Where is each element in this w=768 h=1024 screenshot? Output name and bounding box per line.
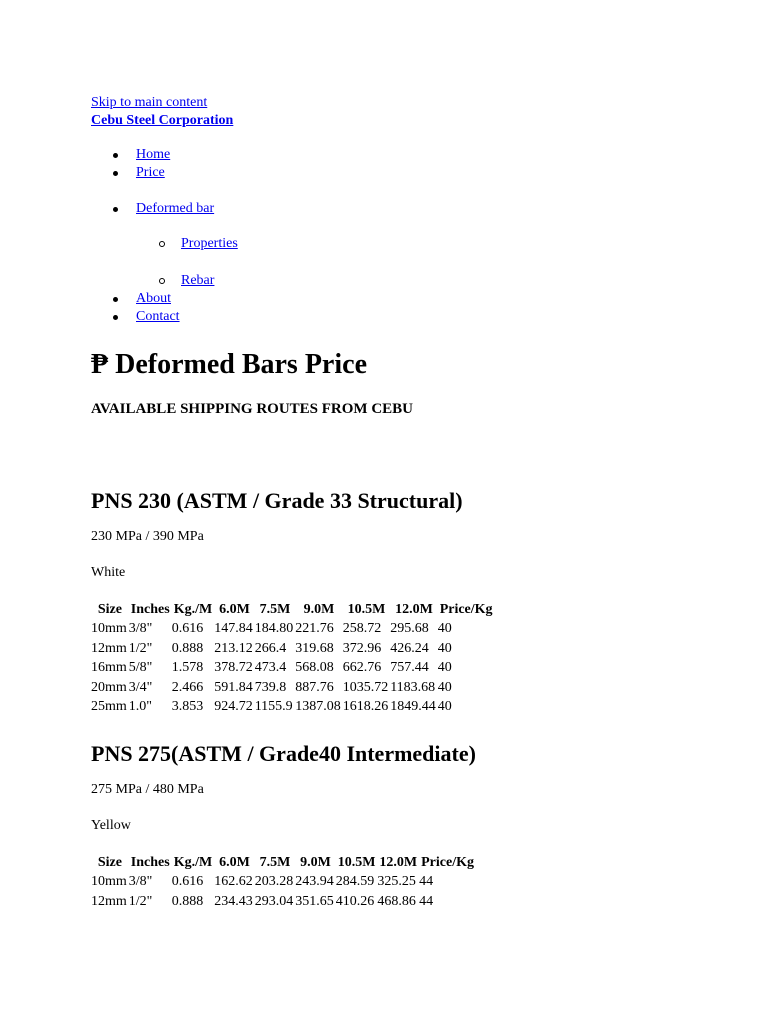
column-header: 6.0M <box>219 602 250 617</box>
column-header: Inches <box>130 602 170 617</box>
table-cell: 1387.08 <box>295 699 341 714</box>
column-header: Size <box>97 855 122 870</box>
table-cell: 1035.72 <box>342 679 389 695</box>
deformed-bar-subnav <box>136 235 751 290</box>
table-cell: 40 <box>437 660 452 675</box>
subnav-item-rebar <box>136 272 751 290</box>
table-cell: 1/2" <box>128 893 153 909</box>
table-cell: 1183.68 <box>390 679 436 695</box>
table-cell: 44 <box>419 874 434 889</box>
column-header: 6.0M <box>219 855 250 870</box>
table-cell: 5/8" <box>128 660 153 675</box>
table-cell: 473.4 <box>254 660 287 675</box>
column-header: 9.0M <box>303 602 335 617</box>
table-cell: 1155.9 <box>254 699 293 714</box>
table-cell: 221.76 <box>295 621 334 636</box>
column-header: 10.5M <box>337 855 376 870</box>
table-cell: 3/4" <box>128 679 153 695</box>
table-cell: 325.25 <box>377 874 416 889</box>
table-cell: 3/8" <box>128 621 153 636</box>
column-header: Kg./M <box>173 602 213 617</box>
column-header: 9.0M <box>300 855 331 870</box>
table-cell: 1618.26 <box>342 699 389 714</box>
nav-link-home[interactable]: Home <box>136 147 171 162</box>
nav-link-price[interactable]: Price <box>136 165 165 180</box>
table-cell: 468.86 <box>377 893 416 909</box>
section-spec: 275 MPa / 480 MPa <box>91 782 204 797</box>
table-cell: 1.0" <box>128 699 152 714</box>
table-cell: 12mm <box>91 640 127 656</box>
column-header: 12.0M <box>395 602 433 617</box>
price-table-body <box>91 619 495 717</box>
table-cell: 426.24 <box>390 640 429 656</box>
page <box>91 94 751 909</box>
nav-link-deformed-bar[interactable]: Deformed bar <box>136 201 215 216</box>
table-cell: 0.888 <box>171 640 204 656</box>
price-section-pns-230 <box>91 488 751 717</box>
column-header: 12.0M <box>379 855 418 870</box>
table-cell: 203.28 <box>254 874 294 889</box>
table-cell: 0.616 <box>171 621 204 636</box>
section-color: Yellow <box>91 818 131 833</box>
table-cell: 662.76 <box>342 660 382 675</box>
table-cell: 20mm <box>91 679 127 695</box>
table-cell: 40 <box>437 679 452 695</box>
table-cell: 10mm <box>91 874 127 889</box>
shipping-routes-heading: AVAILABLE SHIPPING ROUTES FROM CEBU <box>91 401 414 417</box>
table-row <box>91 697 495 717</box>
nav-item-about <box>91 290 751 308</box>
skip-to-main-link[interactable]: Skip to main content <box>91 95 208 110</box>
table-row <box>91 658 495 678</box>
table-cell: 0.888 <box>171 893 204 909</box>
table-cell: 757.44 <box>390 660 429 675</box>
nav-item-price <box>91 164 751 182</box>
site-title-link[interactable]: Cebu Steel Corporation <box>91 113 234 128</box>
table-cell: 924.72 <box>214 699 253 714</box>
table-cell: 1/2" <box>128 640 153 656</box>
table-cell: 3.853 <box>171 699 204 714</box>
table-row <box>91 872 476 892</box>
page-title: ₱ Deformed Bars Price <box>91 349 367 380</box>
subnav-link-properties[interactable]: Properties <box>181 236 238 251</box>
column-header: Size <box>97 602 122 617</box>
header-row <box>91 600 495 619</box>
column-header: Price/Kg <box>439 602 493 617</box>
table-cell: 3/8" <box>128 874 153 889</box>
table-cell: 266.4 <box>254 640 287 656</box>
column-header: Inches <box>130 855 170 870</box>
table-row <box>91 639 495 659</box>
subnav-link-rebar[interactable]: Rebar <box>181 273 215 288</box>
table-cell: 258.72 <box>342 621 382 636</box>
table-cell: 16mm <box>91 660 127 675</box>
table-row <box>91 619 495 639</box>
table-cell: 739.8 <box>254 679 287 695</box>
table-cell: 40 <box>437 699 452 714</box>
table-cell: 1.578 <box>171 660 204 675</box>
table-cell: 284.59 <box>335 874 375 889</box>
price-table-header <box>91 600 495 619</box>
column-header: 7.5M <box>259 602 291 617</box>
table-cell: 295.68 <box>390 621 429 636</box>
table-cell: 40 <box>437 621 452 636</box>
nav-link-contact[interactable]: Contact <box>136 309 180 324</box>
table-cell: 2.466 <box>171 679 204 695</box>
nav-item-home <box>91 146 751 164</box>
table-cell: 887.76 <box>295 679 334 695</box>
table-cell: 184.80 <box>254 621 294 636</box>
table-cell: 234.43 <box>214 893 253 909</box>
subnav-item-properties <box>136 235 751 253</box>
table-cell: 40 <box>437 640 452 656</box>
table-cell: 591.84 <box>214 679 253 695</box>
section-spec: 230 MPa / 390 MPa <box>91 529 204 544</box>
column-header: Price/Kg <box>421 855 474 870</box>
nav-link-about[interactable]: About <box>136 291 171 306</box>
table-cell: 410.26 <box>335 893 375 909</box>
table-cell: 243.94 <box>295 874 334 889</box>
table-cell: 319.68 <box>295 640 334 656</box>
nav-item-deformed-bar <box>91 200 751 290</box>
price-table <box>91 600 495 717</box>
table-cell: 162.62 <box>214 874 253 889</box>
table-row <box>91 892 476 912</box>
table-cell: 25mm <box>91 699 127 714</box>
nav-item-contact <box>91 308 751 326</box>
table-cell: 293.04 <box>254 893 294 909</box>
section-title: PNS 275(ASTM / Grade40 Intermediate) <box>91 741 476 766</box>
table-cell: 213.12 <box>214 640 253 656</box>
table-row <box>91 678 495 698</box>
table-cell: 0.616 <box>171 874 204 889</box>
column-header: 10.5M <box>347 602 386 617</box>
main-nav <box>91 146 751 326</box>
section-color: White <box>91 565 126 580</box>
table-cell: 147.84 <box>214 621 253 636</box>
table-cell: 1849.44 <box>390 699 436 714</box>
column-header: Kg./M <box>173 855 213 870</box>
table-cell: 372.96 <box>342 640 382 656</box>
table-cell: 10mm <box>91 621 127 636</box>
table-cell: 378.72 <box>214 660 253 675</box>
section-title: PNS 230 (ASTM / Grade 33 Structural) <box>91 488 463 513</box>
price-table-header <box>91 853 476 872</box>
table-cell: 12mm <box>91 893 127 909</box>
price-section-pns-275 <box>91 741 751 911</box>
header-row <box>91 853 476 872</box>
table-cell: 568.08 <box>295 660 334 675</box>
table-cell: 44 <box>419 893 434 909</box>
table-cell: 351.65 <box>295 893 334 909</box>
column-header: 7.5M <box>259 855 291 870</box>
price-table <box>91 853 476 911</box>
price-table-body <box>91 872 476 911</box>
